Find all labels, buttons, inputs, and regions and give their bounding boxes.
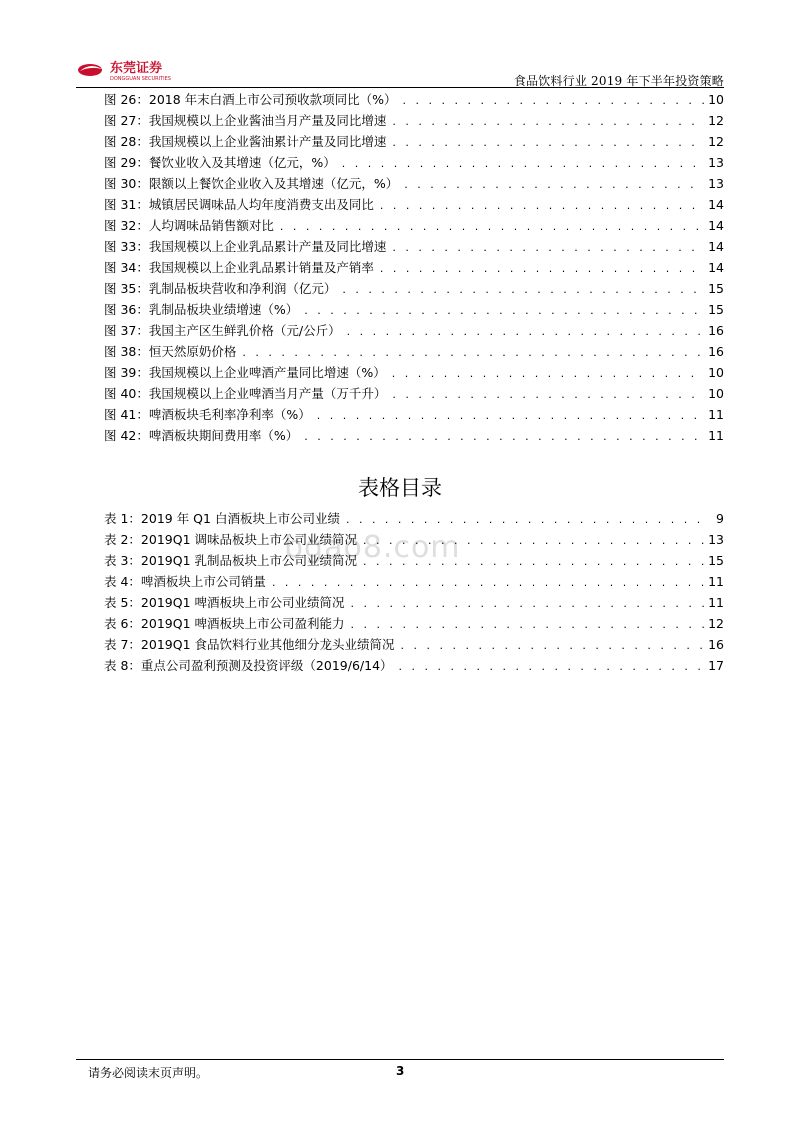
figure-toc-entry[interactable] bbox=[104, 425, 724, 446]
table-toc-entry-label: 表 6：2019Q1 啤酒板块上市公司盈利能力 bbox=[104, 616, 345, 631]
figure-toc-entry-page: 14 bbox=[708, 239, 724, 254]
dot-leader bbox=[392, 384, 704, 405]
figure-toc-entry[interactable] bbox=[104, 194, 724, 215]
table-toc-entry[interactable] bbox=[104, 550, 724, 571]
table-toc-entry-page: 11 bbox=[708, 574, 724, 589]
dot-leader bbox=[380, 195, 704, 216]
dot-leader bbox=[392, 132, 704, 153]
figure-toc-entry[interactable] bbox=[104, 215, 724, 236]
figure-toc-entry-label: 图 40：我国规模以上企业啤酒当月产量（万千升） bbox=[104, 386, 387, 401]
figure-toc-entry-label: 图 36：乳制品板块业绩增速（%） bbox=[104, 302, 299, 317]
figure-toc-entry-label: 图 41：啤酒板块毛利率净利率（%） bbox=[104, 407, 311, 422]
figure-toc-entry[interactable] bbox=[104, 320, 724, 341]
figure-toc-entry-page: 14 bbox=[708, 260, 724, 275]
figure-toc-entry[interactable] bbox=[104, 404, 724, 425]
table-toc-entry-page: 13 bbox=[708, 532, 724, 547]
footer-divider bbox=[76, 1059, 724, 1060]
figure-toc-entry[interactable] bbox=[104, 173, 724, 194]
table-toc-entry-label: 表 4：啤酒板块上市公司销量 bbox=[104, 574, 266, 589]
table-toc-entry-label: 表 1：2019 年 Q1 白酒板块上市公司业绩 bbox=[104, 511, 340, 526]
figure-toc-entry-page: 15 bbox=[708, 302, 724, 317]
dot-leader bbox=[392, 111, 704, 132]
figure-toc-entry-label: 图 42：啤酒板块期间费用率（%） bbox=[104, 428, 299, 443]
table-toc-entry[interactable] bbox=[104, 529, 724, 550]
figure-toc-entry-page: 12 bbox=[708, 134, 724, 149]
figure-toc-entry[interactable] bbox=[104, 131, 724, 152]
figure-toc-entry-page: 13 bbox=[708, 176, 724, 191]
figure-toc-entry-label: 图 37：我国主产区生鲜乳价格（元/公斤） bbox=[104, 323, 341, 338]
disclaimer-note: 请务必阅读末页声明。 bbox=[88, 1066, 209, 1080]
figure-toc-entry-label: 图 34：我国规模以上企业乳品累计销量及产销率 bbox=[104, 260, 374, 275]
dot-leader bbox=[404, 174, 704, 195]
dongguan-securities-logo bbox=[76, 58, 216, 82]
table-toc-entry-page: 11 bbox=[708, 595, 724, 610]
table-toc-entry-page: 16 bbox=[708, 637, 724, 652]
figure-toc-entry-page: 10 bbox=[708, 92, 724, 107]
dot-leader bbox=[403, 90, 705, 111]
figure-toc-entry-page: 10 bbox=[708, 386, 724, 401]
dot-leader bbox=[347, 321, 705, 342]
figure-toc-entry[interactable] bbox=[104, 257, 724, 278]
figure-toc-entry[interactable] bbox=[104, 383, 724, 404]
dot-leader bbox=[280, 216, 704, 237]
dot-leader bbox=[399, 656, 705, 677]
figure-toc-entry-page: 14 bbox=[708, 218, 724, 233]
dot-leader bbox=[304, 300, 704, 321]
table-toc-entry-page: 9 bbox=[716, 511, 724, 526]
header-divider bbox=[76, 87, 724, 88]
dot-leader bbox=[363, 530, 704, 551]
figure-toc-entry-page: 14 bbox=[708, 197, 724, 212]
tables-toc-list bbox=[104, 508, 724, 676]
page-number: 3 bbox=[396, 1064, 405, 1078]
figure-toc-entry-page: 16 bbox=[708, 344, 724, 359]
table-toc-entry[interactable] bbox=[104, 634, 724, 655]
dot-leader bbox=[342, 153, 704, 174]
figures-toc-list bbox=[104, 89, 724, 446]
logo-subtext: DONGGUAN SECURITIES bbox=[110, 76, 171, 82]
figure-toc-entry-page: 15 bbox=[708, 281, 724, 296]
figure-toc-entry[interactable] bbox=[104, 110, 724, 131]
figure-toc-entry-label: 图 31：城镇居民调味品人均年度消费支出及同比 bbox=[104, 197, 374, 212]
figure-toc-entry-page: 16 bbox=[708, 323, 724, 338]
figure-toc-entry[interactable] bbox=[104, 89, 724, 110]
dot-leader bbox=[351, 593, 705, 614]
figure-toc-entry-label: 图 35：乳制品板块营收和净利润（亿元） bbox=[104, 281, 337, 296]
watermark: bgao8.com bbox=[284, 530, 461, 565]
dot-leader bbox=[380, 258, 704, 279]
logo-text: 东莞证券 bbox=[110, 61, 163, 76]
figure-toc-entry-page: 13 bbox=[708, 155, 724, 170]
table-toc-entry-label: 表 7：2019Q1 食品饮料行业其他细分龙头业绩简况 bbox=[104, 637, 395, 652]
dot-leader bbox=[242, 342, 704, 363]
dot-leader bbox=[304, 426, 704, 447]
dot-leader bbox=[342, 279, 704, 300]
table-toc-entry-page: 12 bbox=[708, 616, 724, 631]
report-title: 食品饮料行业 2019 年下半年投资策略 bbox=[513, 74, 724, 88]
table-toc-entry[interactable] bbox=[104, 508, 724, 529]
figure-toc-entry-page: 12 bbox=[708, 113, 724, 128]
figure-toc-entry-label: 图 38：恒天然原奶价格 bbox=[104, 344, 237, 359]
figure-toc-entry-label: 图 27：我国规模以上企业酱油当月产量及同比增速 bbox=[104, 113, 387, 128]
figure-toc-entry-label: 图 28：我国规模以上企业酱油累计产量及同比增速 bbox=[104, 134, 387, 149]
figure-toc-entry[interactable] bbox=[104, 362, 724, 383]
figure-toc-entry[interactable] bbox=[104, 278, 724, 299]
table-toc-entry[interactable] bbox=[104, 592, 724, 613]
dot-leader bbox=[392, 237, 704, 258]
table-toc-entry-label: 表 8：重点公司盈利预测及投资评级（2019/6/14） bbox=[104, 658, 393, 673]
dot-leader bbox=[392, 363, 704, 384]
figure-toc-entry[interactable] bbox=[104, 152, 724, 173]
dot-leader bbox=[351, 614, 705, 635]
figure-toc-entry-label: 图 39：我国规模以上企业啤酒产量同比增速（%） bbox=[104, 365, 386, 380]
figure-toc-entry-label: 图 33：我国规模以上企业乳品累计产量及同比增速 bbox=[104, 239, 387, 254]
figure-toc-entry[interactable] bbox=[104, 236, 724, 257]
figure-toc-entry-label: 图 29：餐饮业收入及其增速（亿元，%） bbox=[104, 155, 336, 170]
figure-toc-entry-page: 10 bbox=[708, 365, 724, 380]
figure-toc-entry-page: 11 bbox=[708, 407, 724, 422]
figure-toc-entry[interactable] bbox=[104, 341, 724, 362]
figure-toc-entry-page: 11 bbox=[708, 428, 724, 443]
dot-leader bbox=[346, 509, 706, 530]
table-toc-entry[interactable] bbox=[104, 613, 724, 634]
figure-toc-entry-label: 图 30：限额以上餐饮企业收入及其增速（亿元，%） bbox=[104, 176, 399, 191]
tables-section-title: 表格目录 bbox=[358, 476, 442, 500]
dot-leader bbox=[401, 635, 705, 656]
table-toc-entry-label: 表 2：2019Q1 调味品板块上市公司业绩简况 bbox=[104, 532, 358, 547]
table-toc-entry-page: 15 bbox=[708, 553, 724, 568]
dot-leader bbox=[272, 572, 704, 593]
table-toc-entry[interactable] bbox=[104, 655, 724, 676]
table-toc-entry[interactable] bbox=[104, 571, 724, 592]
figure-toc-entry[interactable] bbox=[104, 299, 724, 320]
table-toc-entry-page: 17 bbox=[708, 658, 724, 673]
figure-toc-entry-label: 图 26：2018 年末白酒上市公司预收款项同比（%） bbox=[104, 92, 397, 107]
table-toc-entry-label: 表 5：2019Q1 啤酒板块上市公司业绩简况 bbox=[104, 595, 345, 610]
dot-leader bbox=[317, 405, 704, 426]
dot-leader bbox=[363, 551, 704, 572]
table-toc-entry-label: 表 3：2019Q1 乳制品板块上市公司业绩简况 bbox=[104, 553, 358, 568]
figure-toc-entry-label: 图 32：人均调味品销售额对比 bbox=[104, 218, 274, 233]
